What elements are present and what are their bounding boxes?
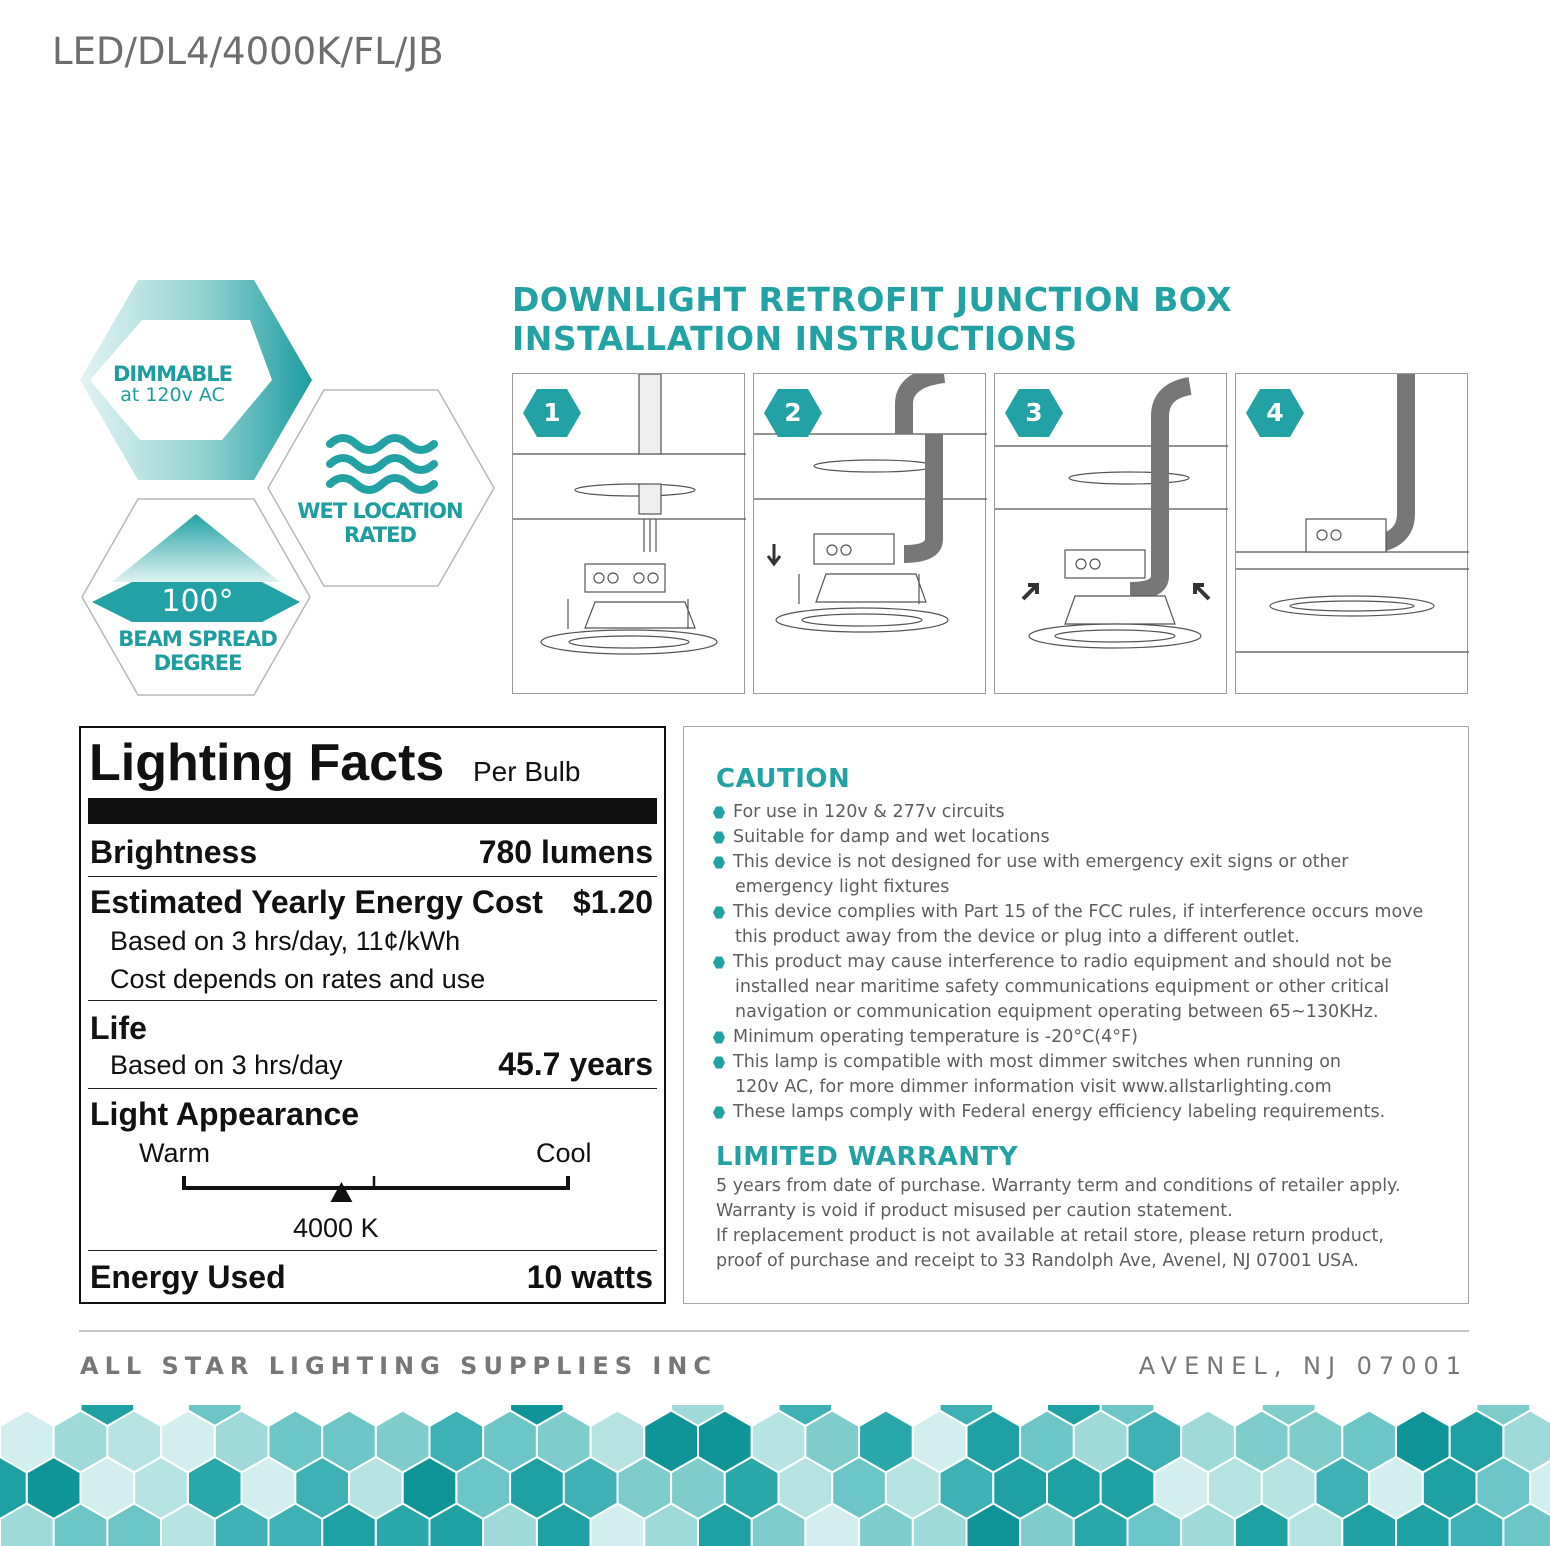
- divider: [88, 1088, 657, 1089]
- dimmable-badge-subtitle: at 120v AC: [120, 384, 225, 406]
- energy-cost-note-2: Cost depends on rates and use: [110, 964, 486, 994]
- caution-item: [713, 1050, 1463, 1100]
- energy-cost-note-1: Based on 3 hrs/day, 11¢/kWh: [110, 926, 461, 956]
- decorative-hexagon-pattern: [0, 1405, 1550, 1546]
- step-number-badge: [1246, 389, 1304, 437]
- warranty-heading: LIMITED WARRANTY: [716, 1142, 1019, 1172]
- step-number: 3: [1025, 398, 1043, 427]
- brightness-label: Brightness: [90, 834, 258, 870]
- hex-bullet-icon: [713, 1056, 725, 1069]
- hex-bullet-icon: [713, 1106, 725, 1119]
- caution-item-line: 120v AC, for more dimmer information visit www.allstarlighting.com: [735, 1077, 1332, 1097]
- installation-step-1: [512, 373, 745, 694]
- footer-city: AVENEL, NJ 07001: [1138, 1352, 1468, 1380]
- installation-title-line2: INSTALLATION INSTRUCTIONS: [512, 319, 1078, 358]
- caution-item-line: This device complies with Part 15 of the FCC rules, if interference occurs move: [733, 902, 1424, 922]
- caution-item: [713, 1100, 1463, 1125]
- caution-item-line: Suitable for damp and wet locations: [733, 827, 1050, 847]
- beam-spread-value: 100°: [161, 584, 234, 619]
- wet-location-badge-icon: [268, 390, 494, 586]
- caution-item-line: navigation or communication equipment operating between 65~130KHz.: [735, 1002, 1379, 1022]
- brightness-value: 780 lumens: [478, 834, 653, 870]
- caution-item-line: These lamps comply with Federal energy efficiency labeling requirements.: [733, 1102, 1386, 1122]
- hex-bullet-icon: [713, 856, 725, 869]
- warranty-line: proof of purchase and receipt to 33 Randolph Ave, Avenel, NJ 07001 USA.: [716, 1251, 1359, 1271]
- installation-title: [512, 280, 1412, 358]
- energy-cost-label: Estimated Yearly Energy Cost: [90, 884, 543, 920]
- lighting-facts-title: Lighting Facts: [89, 734, 445, 792]
- caution-item: [713, 850, 1463, 900]
- beam-spread-line2: DEGREE: [153, 651, 242, 675]
- installation-step-2: [753, 373, 986, 694]
- beam-spread-line1: BEAM SPREAD: [118, 627, 277, 651]
- caution-item-line: This lamp is compatible with most dimmer switches when running on: [733, 1052, 1342, 1072]
- cool-label: Cool: [536, 1138, 592, 1168]
- caution-item-line: installed near maritime safety communications equipment or other critical: [735, 977, 1390, 997]
- step-number-badge: [523, 389, 581, 437]
- lighting-facts-heavy-rule: [88, 798, 657, 824]
- color-temperature-marker: [330, 1182, 352, 1202]
- caution-item: [713, 1025, 1463, 1050]
- caution-item: [713, 950, 1463, 1025]
- divider: [88, 1250, 657, 1251]
- caution-heading: CAUTION: [716, 764, 851, 794]
- hex-bullet-icon: [713, 906, 725, 919]
- hex-bullet-icon: [713, 956, 725, 969]
- life-value: 45.7 years: [498, 1046, 653, 1082]
- step-number: 4: [1266, 398, 1284, 427]
- wet-location-badge-title: [290, 499, 470, 547]
- energy-used-value: 10 watts: [526, 1259, 653, 1295]
- lighting-facts-per-bulb: Per Bulb: [473, 756, 581, 787]
- caution-item-line: For use in 120v & 277v circuits: [733, 802, 1005, 822]
- footer-company-name: ALL STAR LIGHTING SUPPLIES INC: [80, 1352, 718, 1380]
- dimmable-badge-title: DIMMABLE: [112, 362, 233, 386]
- light-appearance-scale: [170, 1170, 590, 1210]
- step-number-badge: [764, 389, 822, 437]
- step-number-badge: [1005, 389, 1063, 437]
- caution-item-line: This product may cause interference to radio equipment and should not be: [733, 952, 1392, 972]
- warranty-text: [716, 1174, 1456, 1274]
- step-number: 2: [784, 398, 802, 427]
- caution-item-line: emergency light fixtures: [735, 877, 950, 897]
- caution-item-line: Minimum operating temperature is -20°C(4°F): [733, 1027, 1138, 1047]
- installation-title-line1: DOWNLIGHT RETROFIT JUNCTION BOX: [512, 280, 1233, 319]
- energy-used-label: Energy Used: [90, 1259, 286, 1295]
- caution-item-line: This device is not designed for use with emergency exit signs or other: [733, 852, 1349, 872]
- color-temperature-value: 4000 K: [293, 1213, 379, 1243]
- installation-step-4: [1235, 373, 1468, 694]
- wet-location-line1: WET LOCATION: [297, 499, 463, 523]
- installation-step-3: [994, 373, 1227, 694]
- caution-list: [713, 800, 1463, 1125]
- caution-item: [713, 825, 1463, 850]
- hex-bullet-icon: [713, 1031, 725, 1044]
- energy-cost-value: $1.20: [572, 884, 653, 920]
- caution-item: [713, 800, 1463, 825]
- life-label: Life: [90, 1010, 147, 1046]
- footer-divider: [79, 1330, 1469, 1332]
- wet-location-line2: RATED: [344, 523, 416, 547]
- caution-item-line: this product away from the device or plug into a different outlet.: [735, 927, 1300, 947]
- life-note: Based on 3 hrs/day: [110, 1050, 343, 1080]
- light-appearance-label: Light Appearance: [90, 1096, 360, 1132]
- divider: [88, 1000, 657, 1001]
- warranty-line: If replacement product is not available at retail store, please return product,: [716, 1226, 1384, 1246]
- hex-bullet-icon: [713, 831, 725, 844]
- hex-bullet-icon: [713, 806, 725, 819]
- warranty-line: 5 years from date of purchase. Warranty term and conditions of retailer apply.: [716, 1176, 1401, 1196]
- step-number: 1: [543, 398, 561, 427]
- warm-label: Warm: [139, 1138, 210, 1168]
- warranty-line: Warranty is void if product misused per caution statement.: [716, 1201, 1233, 1221]
- beam-spread-badge-title: [95, 627, 300, 675]
- model-code: LED/DL4/4000K/FL/JB: [52, 30, 444, 73]
- divider: [88, 876, 657, 877]
- caution-item: [713, 900, 1463, 950]
